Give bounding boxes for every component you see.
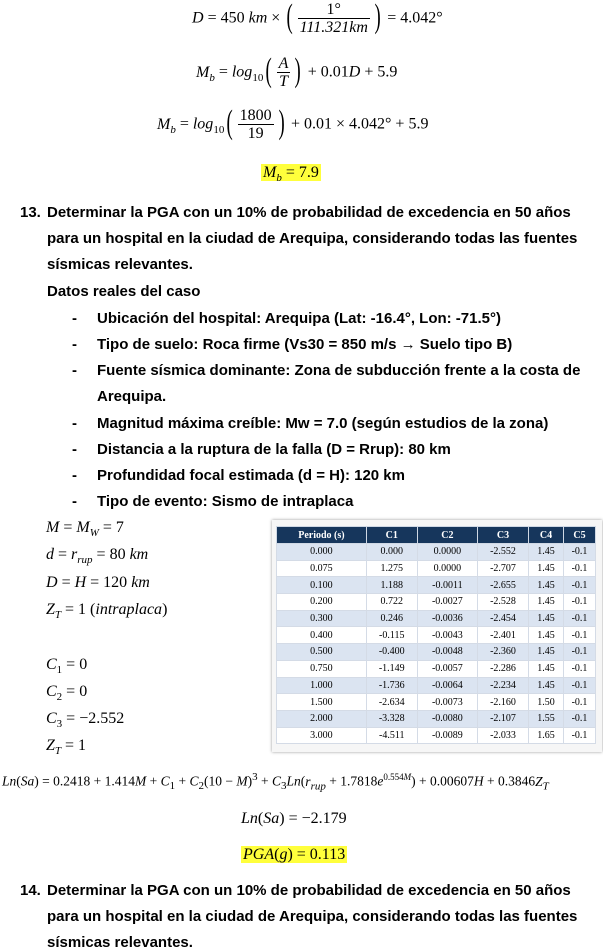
table-cell: -0.0080	[417, 710, 477, 727]
table-cell: -4.511	[366, 727, 417, 744]
table-cell: 0.075	[277, 560, 367, 577]
table-cell: 1.275	[366, 560, 417, 577]
table-cell: 0.000	[366, 544, 417, 561]
param-D: D = H = 120 km	[46, 574, 150, 591]
table-cell: 1.45	[528, 627, 563, 644]
table-cell: -0.1	[564, 677, 596, 694]
q13-number: 13.	[20, 204, 41, 221]
table-cell: -1.149	[366, 660, 417, 677]
table-cell: -0.115	[366, 627, 417, 644]
table-header-row	[277, 527, 596, 544]
table-cell: 0.000	[277, 544, 367, 561]
table-row	[277, 677, 596, 694]
table-row	[277, 694, 596, 711]
table-cell: 1.45	[528, 560, 563, 577]
q14-line2: para un hospital en la ciudad de Arequipa, considerando todas las fuentes	[47, 908, 578, 925]
mb-result: $M_b = 7.9$	[263, 164, 319, 185]
table-cell: -0.0064	[417, 677, 477, 694]
mb-formula-equation: $M_b = \log_{10}$( $\frac{A}{T}$ ) + 0.01D + 5.9	[196, 52, 398, 90]
table-cell: 0.200	[277, 594, 367, 611]
q13-line2: para un hospital en la ciudad de Arequipa, considerando todas las fuentes	[47, 230, 578, 247]
param-c1: $C_1 = 0$	[46, 656, 88, 677]
table-cell: -0.0057	[417, 660, 477, 677]
ln-sa-equation: $Ln(Sa) = 0.2418 + 1.414M + C_1 + C_2(10 - M)^3 + C_3Ln(r_{rup} + 1.7818e^{0.554M}) + 0.00607H + 0.3846Z_T$	[2, 771, 549, 793]
table-row	[277, 627, 596, 644]
table-cell: -2.360	[478, 644, 529, 661]
table-cell: 0.0000	[417, 544, 477, 561]
table-row	[277, 727, 596, 744]
param-m: $M = M_W = 7$	[46, 519, 124, 540]
table-cell: -0.0011	[417, 577, 477, 594]
table-cell: -0.1	[564, 727, 596, 744]
header-c2: C2	[417, 527, 477, 544]
table-row	[277, 577, 596, 594]
param-d: $d = r_{rup} = 80$ km	[46, 546, 149, 567]
table-cell: 0.0000	[417, 560, 477, 577]
table-cell: 1.000	[277, 677, 367, 694]
table-cell: 1.45	[528, 594, 563, 611]
bullet-dash: -	[72, 362, 77, 379]
header-c5: C5	[564, 527, 596, 544]
table-row	[277, 644, 596, 661]
table-cell: -2.160	[478, 694, 529, 711]
table-cell: -2.107	[478, 710, 529, 727]
table-cell: 0.300	[277, 610, 367, 627]
table-row	[277, 660, 596, 677]
header-c1: C1	[366, 527, 417, 544]
bullet-depth: Profundidad focal estimada (d = H): 120 km	[97, 467, 405, 484]
q14-line1: Determinar la PGA con un 10% de probabilidad de excedencia en 50 años	[47, 882, 571, 899]
table-row	[277, 560, 596, 577]
table-row	[277, 710, 596, 727]
table-row	[277, 610, 596, 627]
table-cell: -2.528	[478, 594, 529, 611]
table-cell: 1.50	[528, 694, 563, 711]
header-c3: C3	[478, 527, 529, 544]
table-cell: -0.1	[564, 660, 596, 677]
datos-heading: Datos reales del caso	[47, 283, 201, 300]
table-cell: 1.188	[366, 577, 417, 594]
table-cell: -2.707	[478, 560, 529, 577]
bullet-distance: Distancia a la ruptura de la falla (D = Rrup): 80 km	[97, 441, 451, 458]
ln-sa-result: Ln(Sa) = −2.179	[241, 810, 347, 827]
table-cell: 2.000	[277, 710, 367, 727]
table-cell: -0.1	[564, 560, 596, 577]
header-periodo: Periodo (s)	[277, 527, 367, 544]
bullet-event-type: Tipo de evento: Sismo de intraplaca	[97, 493, 354, 510]
table-cell: 1.55	[528, 710, 563, 727]
table-cell: -2.401	[478, 627, 529, 644]
bullet-magnitude: Magnitud máxima creíble: Mw = 7.0 (según estudios de la zona)	[97, 415, 549, 432]
table-cell: 1.45	[528, 644, 563, 661]
table-cell: -3.328	[366, 710, 417, 727]
table-cell: 1.45	[528, 677, 563, 694]
table-cell: -2.454	[478, 610, 529, 627]
table-cell: -2.234	[478, 677, 529, 694]
bullet-dash: -	[72, 310, 77, 327]
table-cell: 1.65	[528, 727, 563, 744]
q13-line1: Determinar la PGA con un 10% de probabilidad de excedencia en 50 años	[47, 204, 571, 221]
table-row	[277, 544, 596, 561]
bullet-dash: -	[72, 467, 77, 484]
table-row	[277, 594, 596, 611]
header-c4: C4	[528, 527, 563, 544]
bullet-location: Ubicación del hospital: Arequipa (Lat: -16.4°, Lon: -71.5°)	[97, 310, 501, 327]
table-cell: 3.000	[277, 727, 367, 744]
table-cell: -0.1	[564, 710, 596, 727]
table-cell: 1.500	[277, 694, 367, 711]
table-cell: 0.100	[277, 577, 367, 594]
table-cell: -0.1	[564, 544, 596, 561]
table-cell: -0.0027	[417, 594, 477, 611]
bullet-dash: -	[72, 336, 77, 353]
table-body	[277, 544, 596, 744]
bullet-dash: -	[72, 493, 77, 510]
table-cell: -2.634	[366, 694, 417, 711]
table-cell: -0.0043	[417, 627, 477, 644]
coefficients-table	[276, 526, 596, 744]
table-cell: -2.033	[478, 727, 529, 744]
bullet-dash: -	[72, 415, 77, 432]
table-cell: -2.655	[478, 577, 529, 594]
table-cell: -0.1	[564, 644, 596, 661]
bullet-dash: -	[72, 441, 77, 458]
table-cell: 1.45	[528, 610, 563, 627]
table-cell: 0.500	[277, 644, 367, 661]
pga-result: PGA(g) = 0.113	[243, 846, 346, 863]
table-cell: -2.286	[478, 660, 529, 677]
table-cell: -0.1	[564, 627, 596, 644]
table-cell: -0.1	[564, 694, 596, 711]
table-cell: -2.552	[478, 544, 529, 561]
param-c2: $C_2 = 0$	[46, 683, 88, 704]
table-cell: -0.0036	[417, 610, 477, 627]
table-cell: -0.1	[564, 610, 596, 627]
table-cell: 0.246	[366, 610, 417, 627]
table-cell: 0.400	[277, 627, 367, 644]
table-cell: -1.736	[366, 677, 417, 694]
bullet-source-cont: Arequipa.	[97, 388, 167, 405]
q13-line3: sísmicas relevantes.	[47, 256, 193, 273]
distance-denominator: 111.321km	[299, 19, 368, 36]
table-cell: -0.1	[564, 594, 596, 611]
coefficients-table-image	[272, 520, 602, 752]
table-cell: 1.45	[528, 544, 563, 561]
table-cell: 1.45	[528, 660, 563, 677]
table-cell: 1.45	[528, 577, 563, 594]
bullet-soil: Tipo de suelo: Roca firme (Vs30 = 850 m/s → Suelo tipo B)	[97, 336, 513, 353]
distance-equation: D = 450 km × ( $\frac{1^\circ}{111.321km}$ ) = 4.042°	[192, 0, 443, 36]
param-zt: $Z_T = 1$ (intraplaca)	[46, 601, 168, 622]
mb-substituted-equation: $M_b = \log_{10}$( $\frac{1800}{19}$ ) + 0.01 × 4.042° + 5.9	[157, 104, 429, 142]
table-cell: -0.1	[564, 577, 596, 594]
bullet-source: Fuente sísmica dominante: Zona de subducción frente a la costa de	[97, 362, 581, 379]
table-cell: -0.0048	[417, 644, 477, 661]
table-cell: -0.0073	[417, 694, 477, 711]
distance-numerator: 1°	[326, 1, 341, 18]
q14-number: 14.	[20, 882, 41, 899]
table-cell: -0.400	[366, 644, 417, 661]
table-cell: 0.750	[277, 660, 367, 677]
q14-line3: sísmicas relevantes.	[47, 934, 193, 951]
table-cell: 0.722	[366, 594, 417, 611]
table-cell: -0.0089	[417, 727, 477, 744]
param-c3: $C_3 = -2.552$	[46, 710, 125, 731]
param-zt2: $Z_T = 1$	[46, 737, 87, 758]
